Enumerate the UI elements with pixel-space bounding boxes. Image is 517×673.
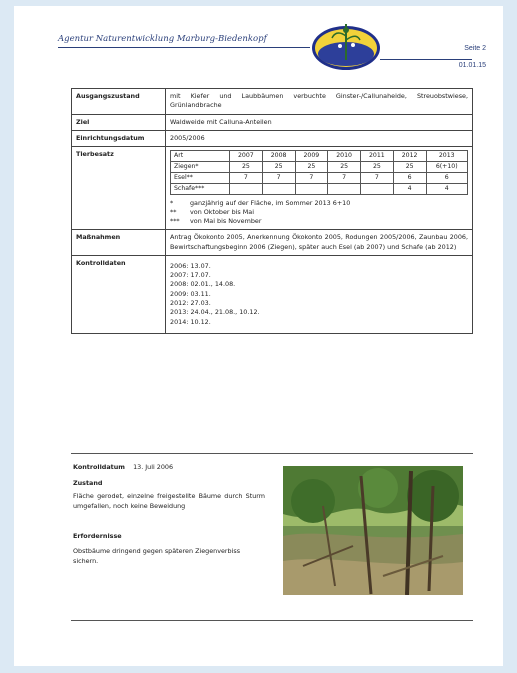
section-divider-bottom	[71, 620, 473, 621]
cell: 7	[230, 173, 263, 184]
kontrolldaten-line: 2012: 27.03.	[170, 298, 211, 307]
agency-name: Agentur Naturentwicklung Marburg-Biedenkopf	[58, 34, 267, 44]
cell: 25	[328, 162, 361, 173]
kontrolldaten-line: 2013: 24.04., 21.08., 10.12.	[170, 308, 260, 317]
tierbesatz-row-ziegen	[171, 162, 468, 173]
cell: Esel**	[171, 173, 230, 184]
section-divider-top	[71, 453, 473, 454]
cell: 25	[230, 162, 263, 173]
erfordernisse-text: Obstbäume dringend gegen späteren Ziegenverbiss sichern.	[73, 547, 241, 565]
header-cell: 2009	[295, 151, 328, 162]
page-number: Seite 2	[464, 45, 486, 52]
cell: Ziegen*	[171, 162, 230, 173]
tierbesatz-table	[170, 150, 468, 195]
note-mark: *	[170, 199, 174, 208]
cell	[262, 184, 295, 195]
note-item	[170, 217, 468, 226]
massnahmen-label: Maßnahmen	[72, 230, 166, 256]
massnahmen-value: Antrag Ökokonto 2005, Anerkennung Ökokonto 2005, Rodungen 2005/2006, Zaunbau 2006, Bewirtschaftungsbeginn 2006 (Ziegen), später auch Esel (ab 2007) und Schafe (ab 2012)	[166, 230, 473, 256]
cell	[328, 184, 361, 195]
cell: 7	[328, 173, 361, 184]
kontrolldaten-line: 2007: 17.07.	[170, 271, 211, 280]
header-rule-left	[58, 47, 310, 48]
zustand-text: Fläche gerodet, einzelne freigestellte Bäume durch Sturm umgefallen, noch keine Beweidung	[73, 492, 265, 510]
cell: 6	[426, 173, 468, 184]
note-mark: **	[170, 208, 177, 217]
erfordernisse-heading: Erfordernisse	[73, 532, 122, 540]
cell: 25	[262, 162, 295, 173]
cell: 7	[361, 173, 394, 184]
header-cell: 2013	[426, 151, 468, 162]
agency-logo-icon	[310, 16, 382, 74]
kontrolldaten-line: 2009: 03.11.	[170, 289, 211, 298]
kontrolldaten-list	[166, 255, 473, 333]
einrichtung-value: 2005/2006	[166, 130, 473, 146]
kontrolldaten-line: 2006: 13.07.	[170, 261, 211, 270]
kontrolldatum-label: Kontrolldatum	[73, 463, 125, 471]
ausgang-value: mit Kiefer und Laubbäumen verbuchte Ginster-/Callunaheide, Streuobstwiese, Grünlandbrache	[166, 89, 473, 115]
cell: Schafe***	[171, 184, 230, 195]
header-cell: 2007	[230, 151, 263, 162]
note-mark: ***	[170, 217, 180, 226]
tierbesatz-row-esel	[171, 173, 468, 184]
kontrolldatum-value: 13. Juli 2006	[133, 463, 174, 471]
header-cell: 2012	[393, 151, 426, 162]
cell: 25	[361, 162, 394, 173]
note-text: ganzjährig auf der Fläche, im Sommer 2013 6+10	[190, 199, 351, 208]
note-item	[170, 208, 468, 217]
header-cell: 2011	[361, 151, 394, 162]
kontrolldaten-label: Kontrolldaten	[72, 255, 166, 333]
kontrolldaten-line: 2008: 02.01., 14.08.	[170, 280, 236, 289]
document-date: 01.01.15	[458, 62, 486, 69]
table-row	[72, 130, 473, 146]
header-cell: Art	[171, 151, 230, 162]
ziel-label: Ziel	[72, 114, 166, 130]
table-row	[72, 230, 473, 256]
cell: 25	[393, 162, 426, 173]
ausgang-label: Ausgangszustand	[72, 89, 166, 115]
info-table	[71, 88, 473, 334]
tierbesatz-notes	[170, 199, 468, 226]
zustand-heading: Zustand	[73, 479, 103, 487]
note-text: von Oktober bis Mai	[190, 208, 254, 217]
cell: 7	[295, 173, 328, 184]
cell	[230, 184, 263, 195]
table-row	[72, 114, 473, 130]
header-rule-right	[380, 59, 472, 60]
table-row	[72, 255, 473, 333]
ziel-value: Waldweide mit Calluna-Anteilen	[166, 114, 473, 130]
cell: 25	[295, 162, 328, 173]
cell	[361, 184, 394, 195]
note-text: von Mai bis November	[190, 217, 262, 226]
tierbesatz-header-row	[171, 151, 468, 162]
einrichtung-label: Einrichtungsdatum	[72, 130, 166, 146]
tierbesatz-label: Tierbesatz	[72, 147, 166, 230]
cell	[295, 184, 328, 195]
site-photo	[283, 466, 463, 595]
table-row	[72, 89, 473, 115]
note-item	[170, 199, 468, 208]
table-row	[72, 147, 473, 230]
tierbesatz-row-schafe	[171, 184, 468, 195]
kontrolldatum	[73, 463, 173, 471]
kontrolldaten-line: 2014: 10.12.	[170, 317, 211, 326]
header-cell: 2008	[262, 151, 295, 162]
tierbesatz-cell	[166, 147, 473, 230]
cell: 7	[262, 173, 295, 184]
cell: 6(+10)	[426, 162, 468, 173]
cell: 4	[426, 184, 468, 195]
header-cell: 2010	[328, 151, 361, 162]
cell: 6	[393, 173, 426, 184]
cell: 4	[393, 184, 426, 195]
